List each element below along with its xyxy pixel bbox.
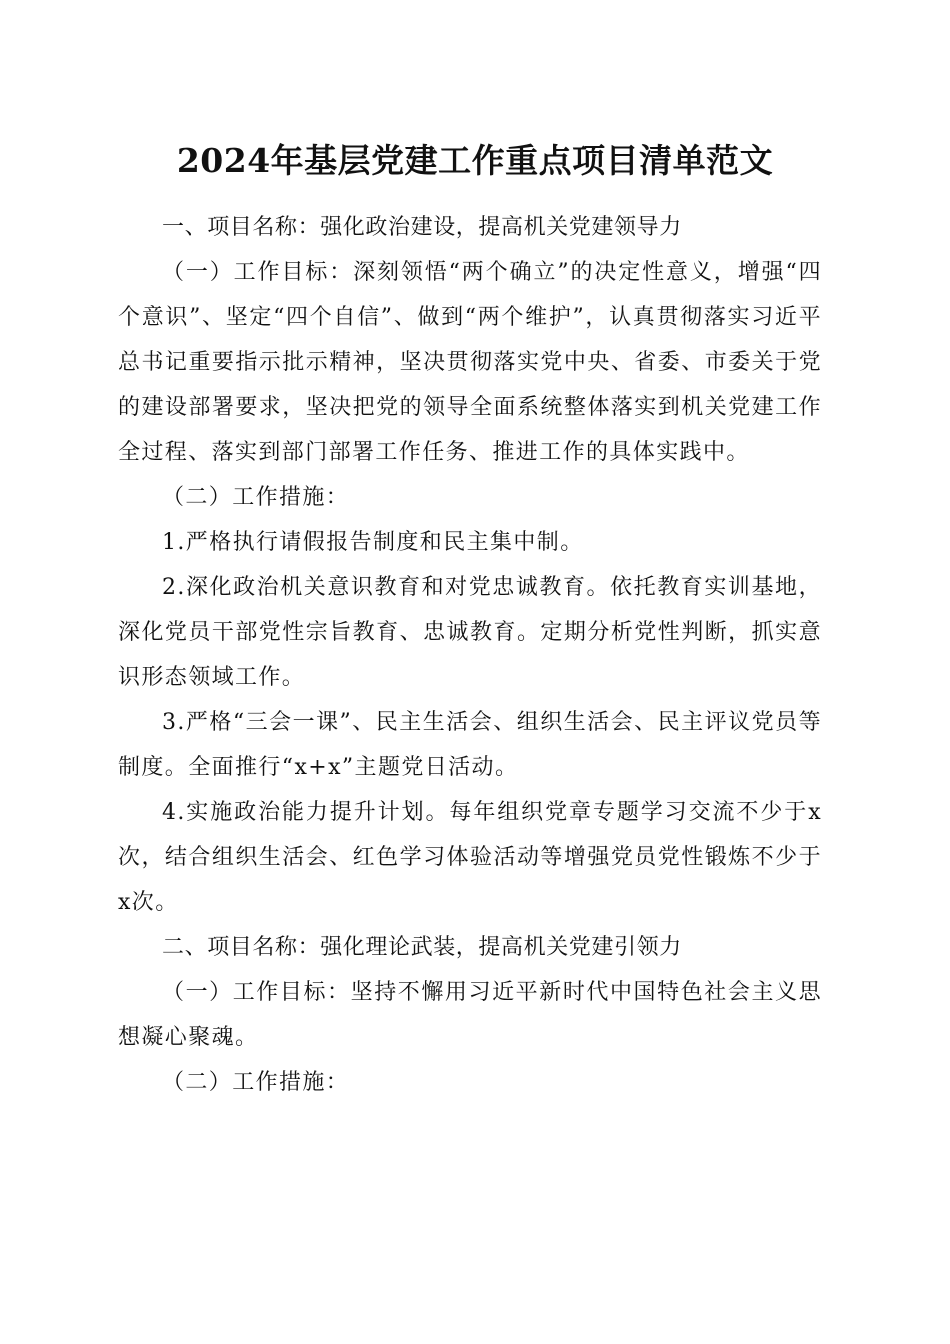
section-heading: 一、项目名称：强化政治建设，提高机关党建领导力 xyxy=(162,215,682,240)
paragraph: （二）工作措施： xyxy=(162,485,350,510)
document-title: 2024年基层党建工作重点项目清单范文 xyxy=(176,141,774,180)
paragraph: （一）工作目标：坚持不懈用习近平新时代中国特色社会主义思想凝心聚魂。 xyxy=(118,980,822,1050)
paragraph: （二）工作措施： xyxy=(162,1070,350,1095)
paragraph: 2.深化政治机关意识教育和对党忠诚教育。依托教育实训基地，深化党员干部党性宗旨教育、忠诚教育。定期分析党性判断，抓实意识形态领域工作。 xyxy=(118,575,822,690)
paragraph: （一）工作目标：深刻领悟“两个确立”的决定性意义，增强“四个意识”、坚定“四个自信”、做到“两个维护”，认真贯彻落实习近平总书记重要指示批示精神，坚决贯彻落实党中央、省委、市委关于党的建设部署要求，坚决把党的领导全面系统整体落实到机关党建工作全过程、落实到部门部署工作任务、推进工作的具体实践中。 xyxy=(118,260,822,465)
paragraph: 4.实施政治能力提升计划。每年组织党章专题学习交流不少于x次，结合组织生活会、红色学习体验活动等增强党员党性锻炼不少于x次。 xyxy=(118,800,822,915)
paragraph: 1.严格执行请假报告制度和民主集中制。 xyxy=(162,530,584,555)
section-heading: 二、项目名称：强化理论武装，提高机关党建引领力 xyxy=(162,935,682,960)
paragraph: 3.严格“三会一课”、民主生活会、组织生活会、民主评议党员等制度。全面推行“x+x”主题党日活动。 xyxy=(118,710,822,780)
document-body xyxy=(118,205,822,1105)
